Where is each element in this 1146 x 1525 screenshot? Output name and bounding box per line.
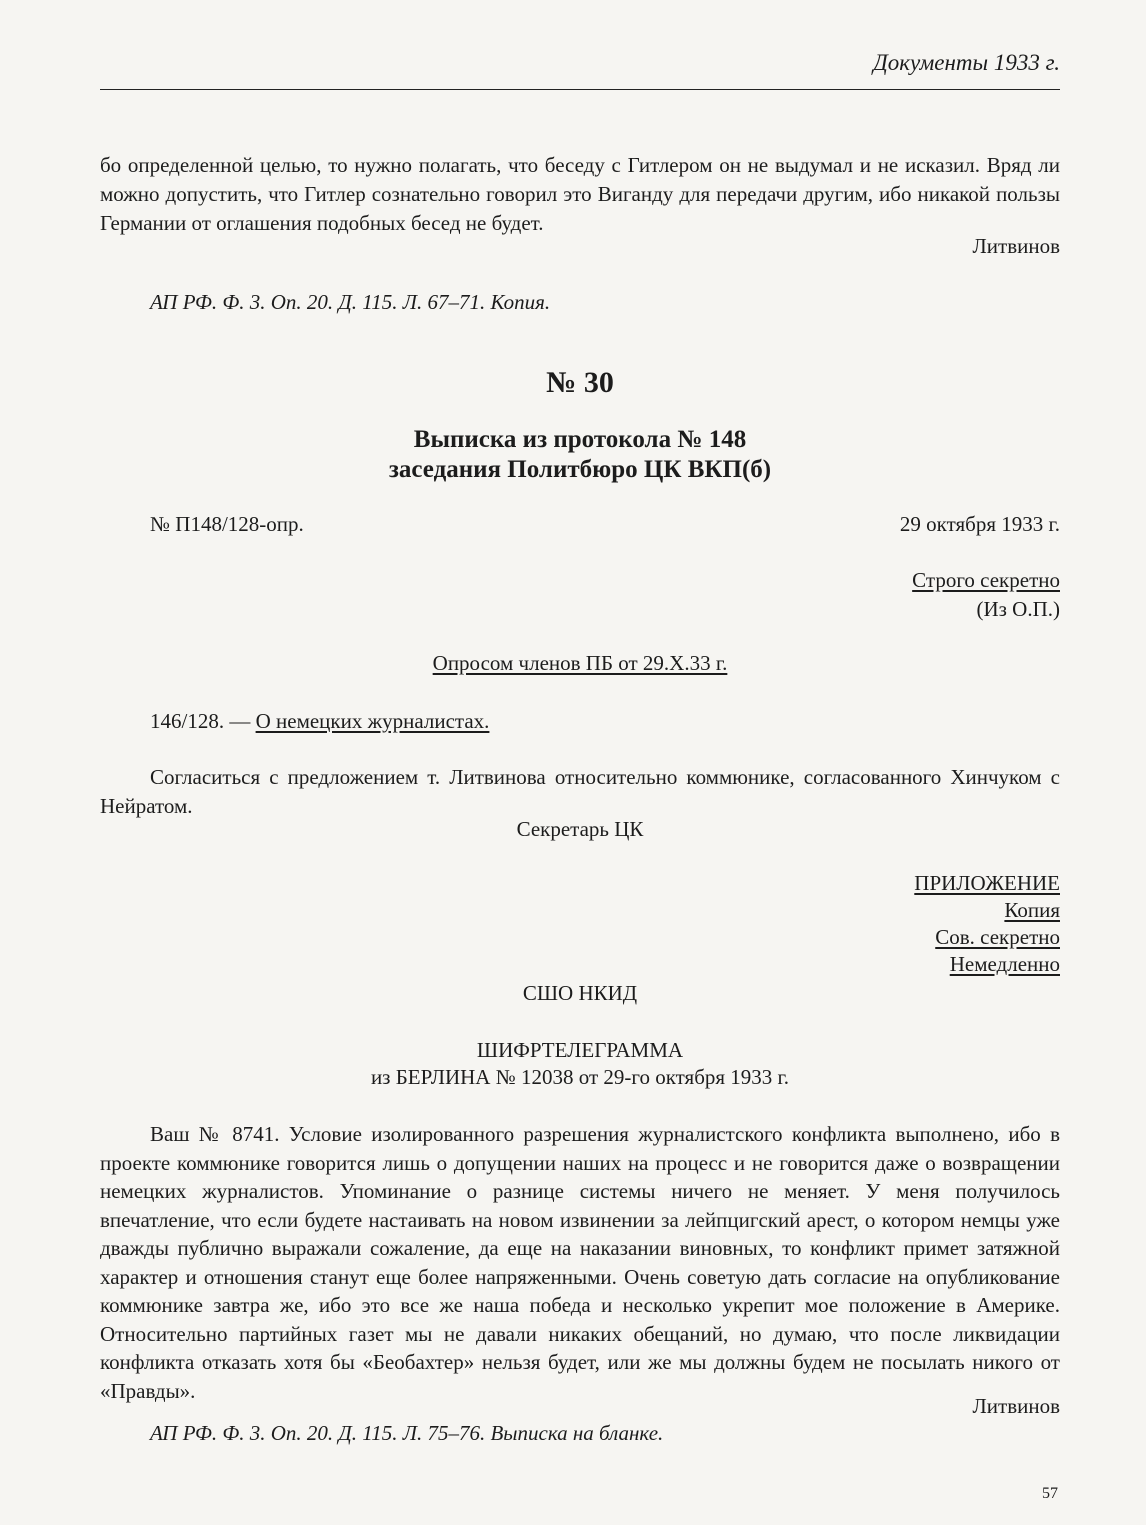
appendix-label: ПРИЛОЖЕНИЕ <box>914 871 1060 895</box>
secretary-signature: Секретарь ЦК <box>516 817 644 841</box>
decision-text: Согласиться с предложением т. Литвинова относительно коммюнике, согласованного Хинчуком с Нейратом. <box>100 765 1060 818</box>
top-secret-mark: Сов. секретно <box>935 925 1060 949</box>
document-number: № 30 <box>546 366 614 399</box>
protocol-reference: № П148/128-опр. <box>150 512 304 536</box>
previous-document-text: бо определенной целью, то нужно полагать, что беседу с Гитлером он не выдумал и не исказил. Вряд ли можно допустить, что Гитлер сознательно говорил это Виганду для передачи другим, ибо никакой пользы Германии от оглашения подобных бесед не будет. <box>100 153 1060 235</box>
header-rule <box>100 89 1060 90</box>
agenda-item-title: О немецких журналистах. <box>255 709 490 733</box>
agenda-item <box>150 709 489 734</box>
telegram-signature: Литвинов <box>972 1394 1060 1418</box>
running-header: Документы 1933 г. <box>873 50 1060 75</box>
page-number: 57 <box>1042 1485 1058 1502</box>
previous-signature: Литвинов <box>972 234 1060 258</box>
document-title-line2: заседания Политбюро ЦК ВКП(б) <box>388 456 772 483</box>
telegram-body: Ваш № 8741. Условие изолированного разрешения журналистского конфликта выполнено, ибо в проекте коммюнике говорится лишь о допущении наших на процесс и не говорится даже о возвращении немецких журналистов. Упоминание о разнице системы ничего не меняет. У меня получилось впечатление, что если будете настаивать на новом извинении за лейпцигский арест, о котором немцы уже дважды публично выражали сожаление, да еще на наказании виновных, то конфликт примет затяжной характер и отношения станут еще более напряженными. Очень советую дать согласие на опубликование коммюнике завтра же, ибо это все же наша победа и несколько укрепит мое положение в Америке. Относительно партийных газет мы не давали никаких обещаний, но думаю, что после ликвидации конфликта отказать хотя бы «Беобахтер» нельзя будет, или же мы должны будем не посылать никого от «Правды». <box>100 1122 1060 1403</box>
telegram-type: ШИФРТЕЛЕГРАММА <box>476 1038 684 1062</box>
secrecy-stamp: Строго секретно <box>912 568 1060 592</box>
urgent-mark: Немедленно <box>949 952 1060 976</box>
document-date: 29 октября 1933 г. <box>899 512 1060 536</box>
previous-source-note: АП РФ. Ф. 3. Оп. 20. Д. 115. Л. 67–71. Копия. <box>150 290 551 314</box>
poll-note: Опросом членов ПБ от 29.X.33 г. <box>432 651 728 675</box>
department-label: СШО НКИД <box>522 981 638 1005</box>
telegram-source-note: АП РФ. Ф. 3. Оп. 20. Д. 115. Л. 75–76. Выписка на бланке. <box>150 1421 664 1445</box>
from-op-note: (Из О.П.) <box>976 597 1060 621</box>
agenda-item-number: 146/128. — <box>150 709 256 733</box>
telegram-origin: из БЕРЛИНА № 12038 от 29-го октября 1933 г. <box>370 1065 790 1089</box>
copy-mark: Копия <box>1004 898 1060 922</box>
document-title-line1: Выписка из протокола № 148 <box>413 426 747 453</box>
